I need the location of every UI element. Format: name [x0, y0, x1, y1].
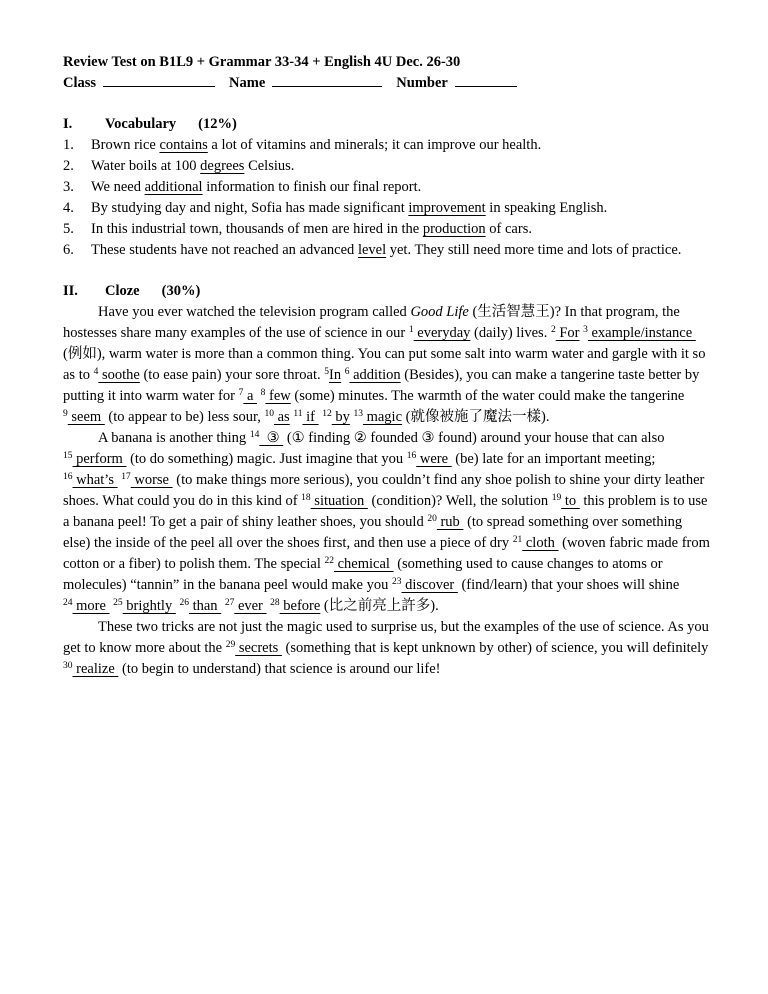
answer-blank: than: [188, 598, 222, 614]
text-run: These two tricks are not just the magic used to surprise us, but the examples of the use of science. As you get to know more about the: [63, 619, 709, 656]
answer-blank: For: [555, 325, 580, 341]
cloze-paragraph-2: [63, 428, 713, 617]
text-run: this problem is to use a banana peel! To get a pair of shiny leather shoes, you should: [63, 493, 708, 530]
answer-blank: example/instance: [587, 325, 696, 341]
text-run: (condition)? Well, the solution: [367, 493, 552, 509]
text-run: In this industrial town, thousands of men are hired in the: [91, 221, 423, 237]
answer-blank: as: [273, 409, 290, 425]
vocab-item-4: [63, 198, 713, 219]
blank-number: 26: [179, 598, 189, 608]
item-text: [91, 198, 713, 219]
text-run: We need: [91, 179, 145, 195]
item-text: [91, 219, 713, 240]
item-number: 4.: [63, 200, 74, 216]
name-blank: [272, 73, 382, 87]
text-run: A banana is another thing: [98, 430, 250, 446]
text-run: yet. They still need more time and lots of practice.: [386, 242, 682, 258]
text-run: (生活智慧王)? In that program, the hostesses share many examples of the use of science in our: [63, 304, 680, 341]
answer-blank: before: [279, 598, 321, 614]
blank-number: 22: [324, 556, 334, 566]
answer-blank: ever: [234, 598, 267, 614]
item-text: [91, 156, 713, 177]
text-run: By studying day and night, Sofia has made significant: [91, 200, 409, 216]
text-run: (to make things more serious), you couldn’t find any shoe polish to shine your dirty leather shoes. What could you do in this kind of: [63, 472, 705, 509]
text-run: (something that is kept unknown by other) of science, you will definitely: [281, 640, 709, 656]
answer-blank: improvement: [408, 200, 486, 216]
text-run: (something used to cause changes to atoms or molecules) “tannin” in the banana peel would make you: [63, 556, 663, 593]
blank-number: 27: [224, 598, 235, 608]
section-numeral: I.: [63, 116, 73, 132]
name-label: Name: [229, 75, 266, 91]
document-title: Review Test on B1L9 + Grammar 33-34 + English 4U Dec. 26-30: [63, 54, 461, 70]
cloze-paragraph-1: [63, 302, 713, 428]
text-run: information to finish our final report.: [202, 179, 422, 195]
item-number: 2.: [63, 158, 74, 174]
text-run: a lot of vitamins and minerals; it can improve our health.: [207, 137, 542, 153]
section-heading-cloze: [63, 281, 713, 302]
vocab-item-5: [63, 219, 713, 240]
answer-blank: brightly: [122, 598, 176, 614]
text-run: Brown rice: [91, 137, 160, 153]
blank-number: 4: [93, 367, 99, 377]
answer-blank: were: [416, 451, 452, 467]
answer-blank: worse: [130, 472, 173, 488]
blank-number: 12: [322, 409, 332, 419]
blank-number: 5: [324, 367, 330, 377]
blank-number: 15: [63, 451, 73, 461]
text-run: (① finding ② founded ③ found) around your house that can also: [283, 430, 665, 446]
answer-blank: soothe: [98, 367, 140, 383]
blank-number: 9: [63, 409, 68, 419]
number-blank: [455, 73, 517, 87]
blank-number: 10: [264, 409, 274, 419]
blank-number: 17: [121, 472, 131, 482]
section-title: Vocabulary: [105, 116, 177, 132]
answer-blank: addition: [349, 367, 401, 383]
blank-number: 23: [391, 577, 402, 587]
answer-blank: more: [72, 598, 110, 614]
answer-blank: chemical: [333, 556, 394, 572]
answer-blank: discover: [401, 577, 458, 593]
blank-number: 3: [583, 325, 588, 335]
item-text: [91, 135, 713, 156]
answer-blank: to: [561, 493, 580, 509]
blank-number: 6: [344, 367, 350, 377]
text-run: (some) minutes. The warmth of the water could make the tangerine: [290, 388, 685, 404]
cloze-paragraph-3: [63, 617, 713, 680]
answer-blank: ③: [259, 430, 284, 446]
answer-blank: rub: [436, 514, 464, 530]
answer-blank: perform: [72, 451, 127, 467]
section-percent: (12%): [198, 116, 237, 132]
blank-number: 14: [249, 430, 260, 440]
text-run: Water boils at 100: [91, 158, 201, 174]
answer-blank: what’s: [72, 472, 118, 488]
item-text: [91, 240, 713, 261]
blank-number: 2: [550, 325, 556, 335]
text-run: Have you ever watched the television program called: [98, 304, 411, 320]
blank-number: 28: [270, 598, 280, 608]
item-number: 1.: [63, 137, 74, 153]
blank-number: 1: [408, 325, 414, 335]
blank-number: 16: [63, 472, 73, 482]
text-run: (比之前亮上許多).: [320, 598, 439, 614]
item-number: 3.: [63, 179, 74, 195]
blank-number: 8: [260, 388, 266, 398]
number-label: Number: [396, 75, 448, 91]
text-run: (就像被施了魔法一樣).: [402, 409, 550, 425]
blank-number: 20: [427, 514, 437, 524]
vocab-item-1: [63, 135, 713, 156]
blank-number: 30: [63, 661, 73, 671]
answer-blank: secrets: [235, 640, 282, 656]
answer-blank: degrees: [200, 158, 245, 174]
answer-blank: realize: [72, 661, 119, 677]
answer-blank: cloth: [522, 535, 559, 551]
answer-blank: additional: [144, 179, 203, 195]
section-percent: (30%): [161, 283, 201, 299]
blank-number: 29: [225, 640, 236, 650]
vocab-item-6: [63, 240, 713, 261]
answer-blank: production: [422, 221, 486, 237]
answer-blank: situation: [310, 493, 368, 509]
answer-blank: seem: [67, 409, 105, 425]
header-fields: [63, 73, 713, 94]
text-run: in speaking English.: [485, 200, 608, 216]
text-run: (Besides), you can make a tangerine taste better by putting it into warm water for: [63, 367, 700, 404]
vocab-item-3: [63, 177, 713, 198]
section-numeral: II.: [63, 283, 78, 299]
answer-blank: contains: [159, 137, 208, 153]
blank-number: 24: [63, 598, 73, 608]
vocabulary-list: [63, 135, 713, 261]
text-run: (to spread something over something else) the inside of the peel all over the shoes first, and then use a piece of dry: [63, 514, 683, 551]
section-title: Cloze: [105, 283, 140, 299]
vocab-item-2: [63, 156, 713, 177]
blank-number: 11: [293, 409, 303, 419]
item-number: 6.: [63, 242, 74, 258]
text-run: These students have not reached an advanced: [91, 242, 358, 258]
blank-number: 19: [551, 493, 562, 503]
class-label: Class: [63, 75, 97, 91]
text-run: (woven fabric made from cotton or a fiber) to polish them. The special: [63, 535, 710, 572]
answer-blank: few: [265, 388, 291, 404]
blank-number: 25: [113, 598, 123, 608]
blank-number: 13: [353, 409, 363, 419]
class-blank: [103, 73, 215, 87]
text-run: (find/learn) that your shoes will shine: [457, 577, 680, 593]
answer-blank: In: [329, 367, 342, 383]
text-run: (be) late for an important meeting;: [451, 451, 656, 467]
text-run: Good Life: [410, 304, 469, 320]
blank-number: 18: [301, 493, 311, 503]
answer-blank: magic: [362, 409, 403, 425]
item-number: 5.: [63, 221, 74, 237]
text-run: Celsius.: [244, 158, 295, 174]
section-heading-vocabulary: [63, 114, 713, 135]
answer-blank: everyday: [413, 325, 471, 341]
text-run: (daily) lives.: [470, 325, 551, 341]
text-run: (to appear to be) less sour,: [104, 409, 265, 425]
item-text: [91, 177, 713, 198]
text-run: of cars.: [485, 221, 532, 237]
text-run: (to do something) magic. Just imagine that you: [126, 451, 407, 467]
answer-blank: level: [357, 242, 387, 258]
answer-blank: if: [302, 409, 319, 425]
text-run: (to ease pain) your sore throat.: [139, 367, 325, 383]
blank-number: 16: [406, 451, 417, 461]
blank-number: 7: [238, 388, 244, 398]
answer-blank: a: [243, 388, 258, 404]
text-run: (例如), warm water is more than a common thing. You can put some salt into warm water and gargle with it so as to: [63, 346, 706, 383]
text-run: (to begin to understand) that science is around our life!: [118, 661, 441, 677]
answer-blank: by: [331, 409, 350, 425]
blank-number: 21: [512, 535, 523, 545]
